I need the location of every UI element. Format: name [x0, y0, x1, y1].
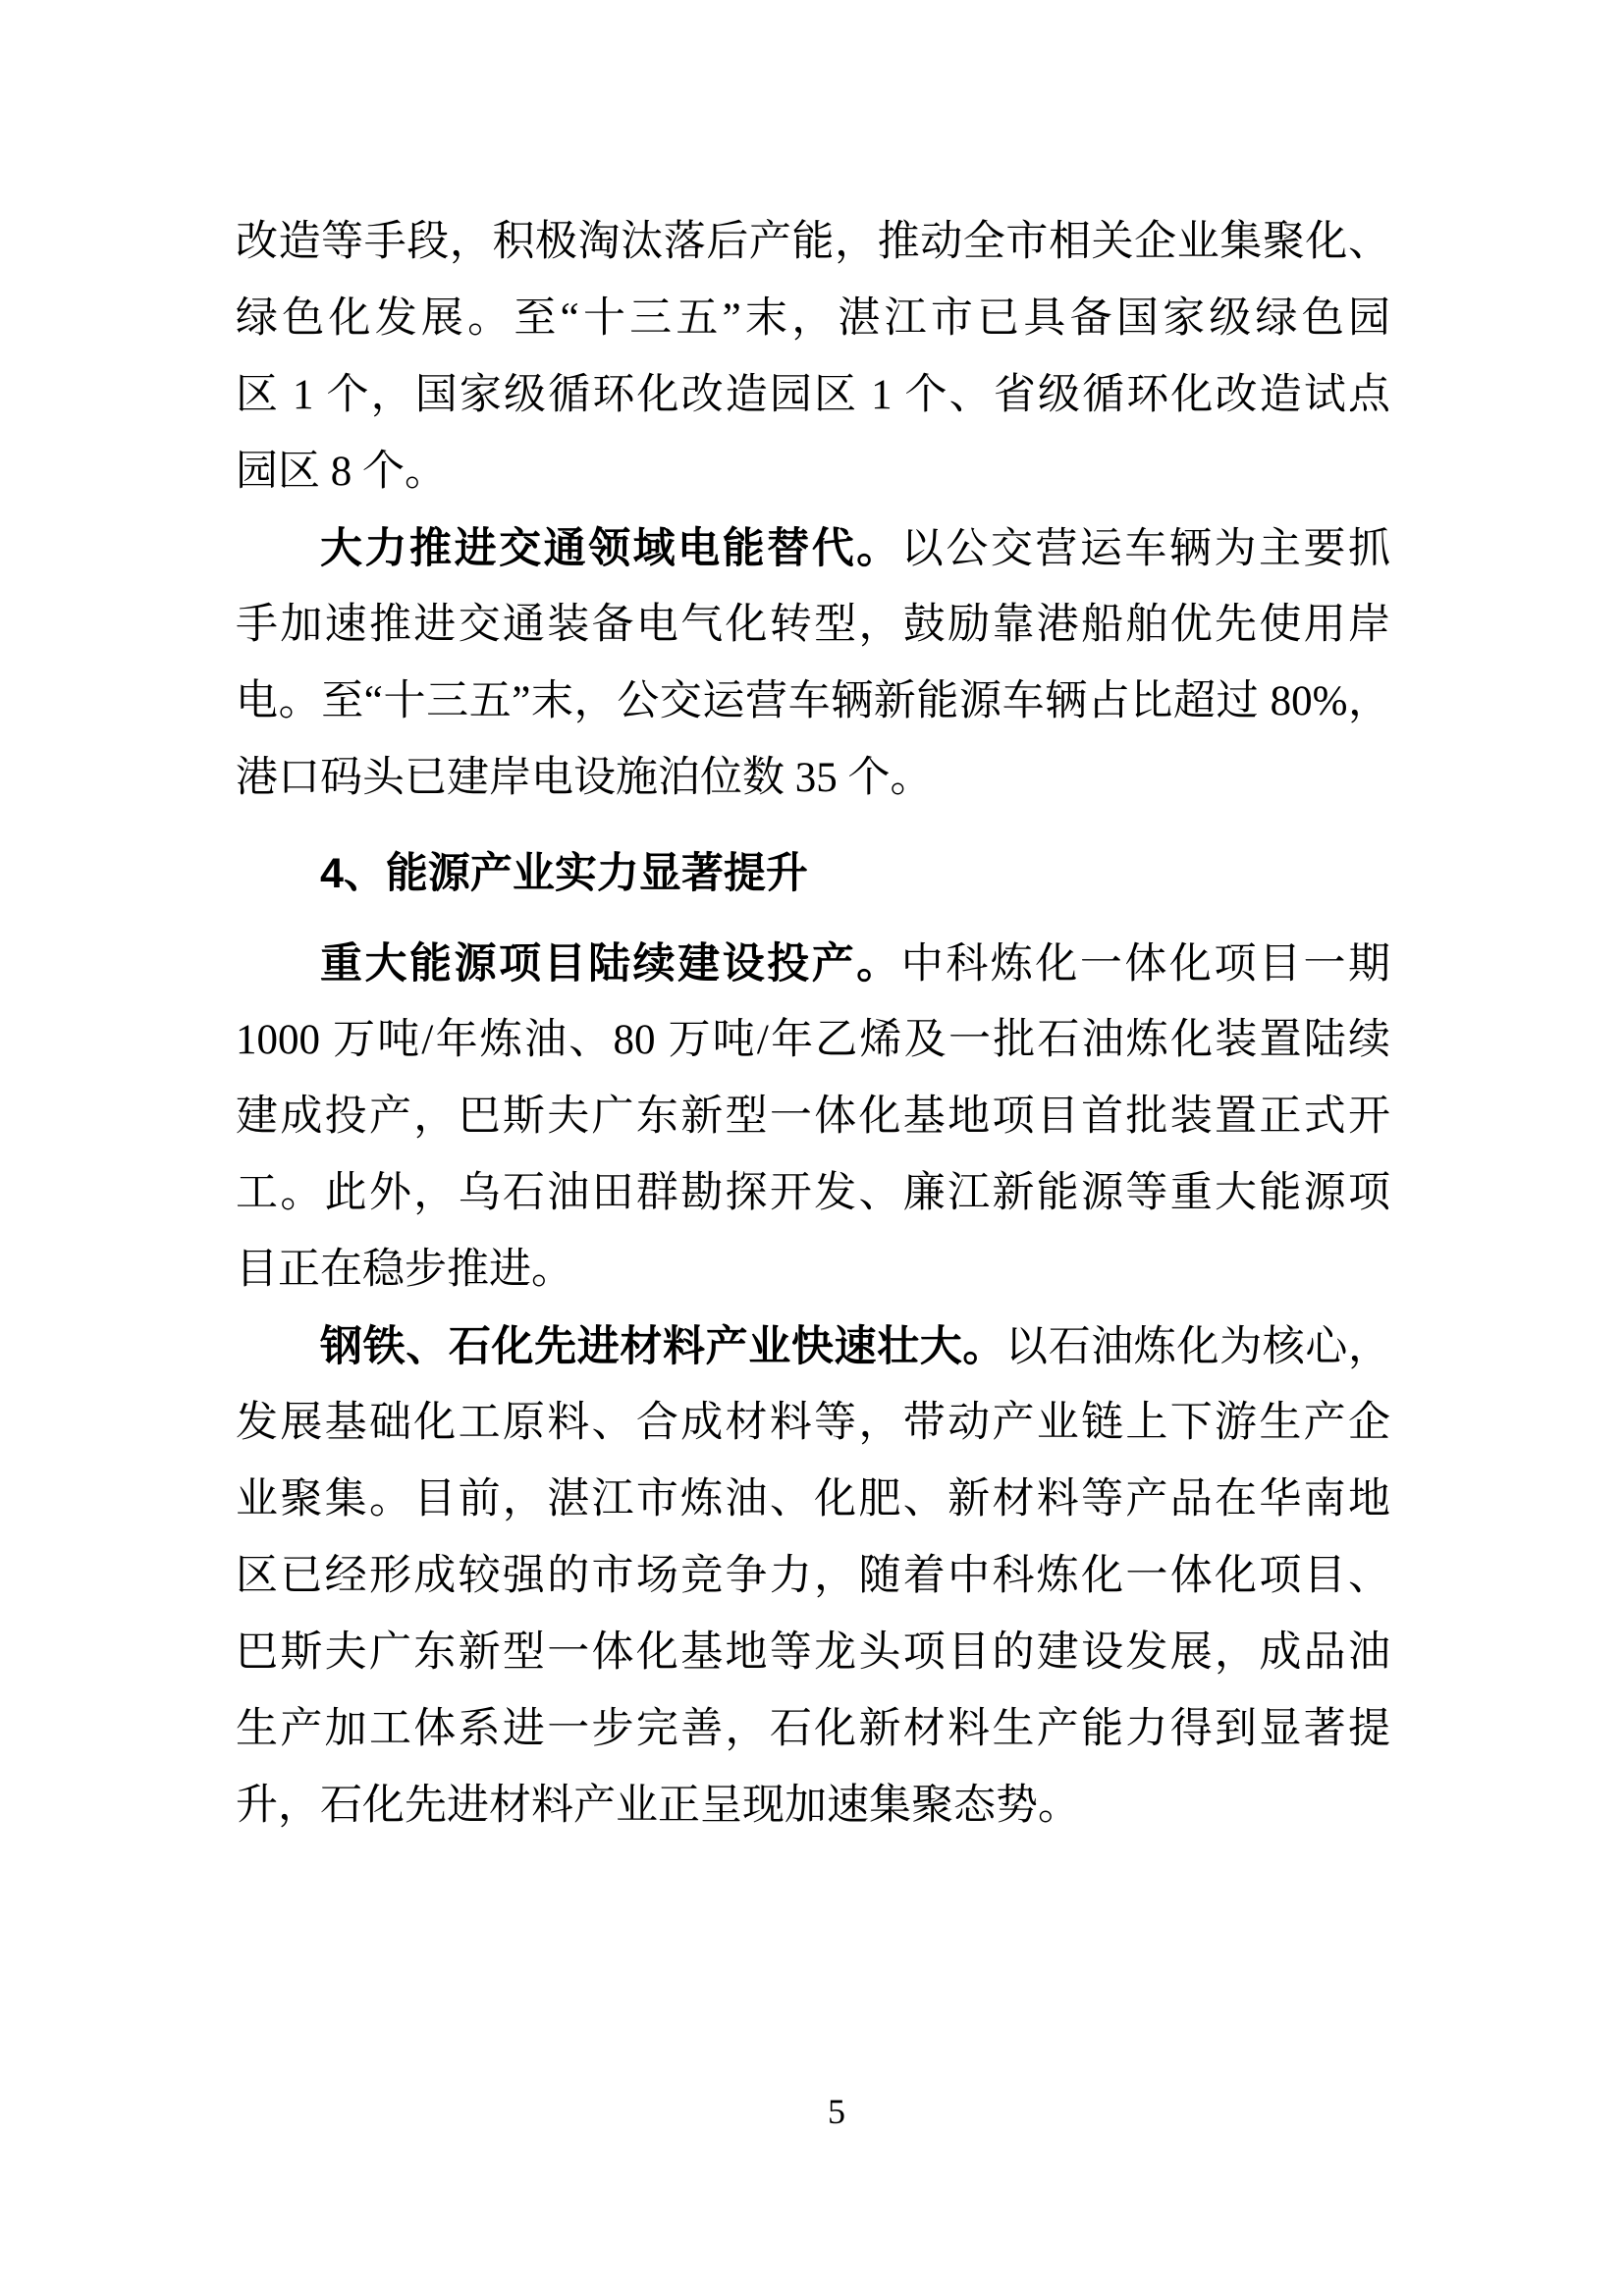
text-segment: 工。此外，乌石油田群勘探开发、廉江新能源等重大能源项 — [236, 1170, 1390, 1216]
text-line — [236, 1462, 1390, 1538]
text-line — [236, 281, 1390, 357]
text-line — [236, 664, 1390, 740]
text-segment: 绿色化发展。至“十三五”末，湛江市已具备国家级绿色园 — [236, 295, 1390, 342]
bold-text-segment: 钢铁、石化先进材料产业快速壮大。 — [320, 1323, 1005, 1370]
text-segment: 手加速推进交通装备电气化转型，鼓励靠港船舶优先使用岸 — [236, 602, 1390, 648]
text-line — [236, 1232, 1390, 1308]
page-number: 5 — [828, 2092, 845, 2131]
text-segment: 发展基础化工原料、合成材料等，带动产业链上下游生产企 — [236, 1400, 1390, 1446]
text-segment: 区已经形成较强的市场竞争力，随着中科炼化一体化项目、 — [236, 1553, 1390, 1599]
text-segment: 巴斯夫广东新型一体化基地等龙头项目的建设发展，成品油 — [236, 1629, 1390, 1676]
text-line — [236, 926, 1390, 1002]
text-line — [236, 1385, 1390, 1462]
text-line — [236, 357, 1390, 434]
para-steel-petrochemical-materials — [236, 1308, 1390, 1844]
text-segment: 电。至“十三五”末，公交运营车辆新能源车辆占比超过 80%， — [236, 678, 1390, 724]
text-line — [236, 587, 1390, 664]
para-capacity-upgrade-continued — [236, 204, 1390, 510]
text-segment: 目正在稳步推进。 — [236, 1247, 573, 1293]
bold-text-segment: 4、能源产业实力显著提升 — [320, 850, 808, 897]
text-line — [236, 510, 1390, 587]
text-segment: 改造等手段，积极淘汰落后产能，推动全市相关企业集聚化、 — [236, 219, 1390, 265]
text-segment: 以公交营运车辆为主要抓 — [900, 526, 1390, 572]
para-transport-electric-substitution — [236, 510, 1390, 817]
text-line — [236, 204, 1390, 281]
text-line — [236, 1691, 1390, 1768]
text-segment: 园区 8 个。 — [236, 449, 447, 495]
text-line — [236, 434, 1390, 510]
para-major-energy-projects — [236, 926, 1390, 1308]
text-segment: 区 1 个，国家级循环化改造园区 1 个、省级循环化改造试点 — [236, 372, 1390, 418]
bold-text-segment: 大力推进交通领域电能替代。 — [320, 525, 901, 572]
text-line — [236, 1308, 1390, 1385]
text-line — [236, 1155, 1390, 1232]
text-segment: 升，石化先进材料产业正呈现加速集聚态势。 — [236, 1783, 1080, 1829]
text-line — [236, 1002, 1390, 1079]
text-line — [236, 1538, 1390, 1615]
text-segment: 业聚集。目前，湛江市炼油、化肥、新材料等产品在华南地 — [236, 1476, 1390, 1522]
text-segment: 生产加工体系进一步完善，石化新材料生产能力得到显著提 — [236, 1706, 1390, 1752]
text-segment: 以石油炼化为核心， — [1005, 1324, 1390, 1370]
text-line — [236, 1768, 1390, 1844]
text-segment: 1000 万吨/年炼油、80 万吨/年乙烯及一批石油炼化装置陆续 — [236, 1017, 1390, 1063]
text-line — [236, 740, 1390, 817]
text-segment: 港口码头已建岸电设施泊位数 35 个。 — [236, 755, 933, 801]
text-line — [236, 1615, 1390, 1691]
text-segment: 建成投产，巴斯夫广东新型一体化基地项目首批装置正式开 — [236, 1094, 1390, 1140]
heading-energy-industry-strength — [236, 835, 1390, 912]
document-body — [236, 204, 1390, 1844]
heading-line — [236, 835, 1390, 912]
text-line — [236, 1079, 1390, 1155]
text-segment: 中科炼化一体化项目一期 — [900, 941, 1390, 988]
bold-text-segment: 重大能源项目陆续建设投产。 — [320, 940, 901, 988]
